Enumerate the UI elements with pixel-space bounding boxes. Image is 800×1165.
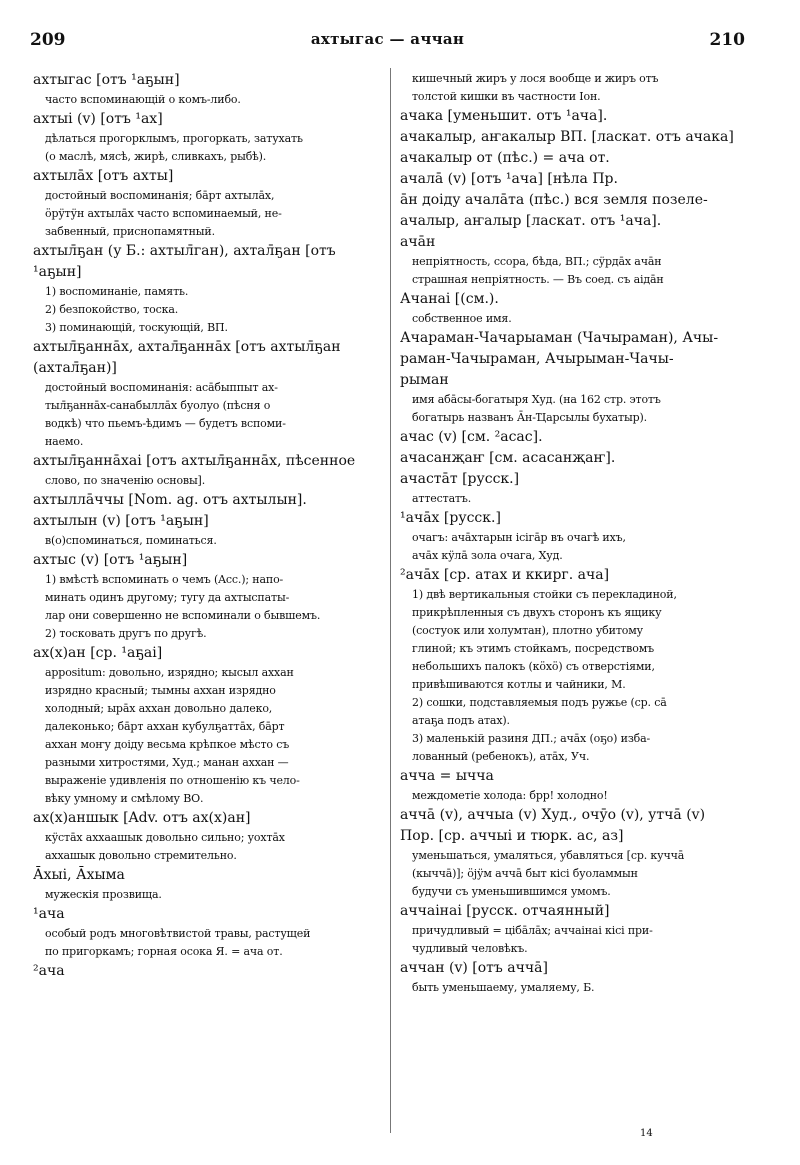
entry-headword-line: Пор. [ср. аччыі и тюрк. ас, аз] — [400, 828, 624, 844]
entry-headword-line: ахтыгас [отъ ¹аҕын] — [33, 72, 180, 88]
entry-definition-line: кишечный жиръ у лося вообще и жиръ отъ — [412, 72, 659, 85]
entry-headword-line: рыман — [400, 372, 449, 388]
entry-headword-line: ахтыі (v) [отъ ¹ах] — [33, 111, 163, 127]
entry-definition-line: лар они совершенно не вспоминали о бывшемъ. — [45, 609, 321, 622]
entry-definition-line: аттестатъ. — [412, 492, 472, 505]
entry-definition-line: ӧрӱтӱн ахтыла̄х часто вспоминаемый, не- — [45, 207, 282, 220]
entry-definition-line: страшная непріятность. — Въ соед. съ аіда̄н — [412, 273, 664, 286]
entry-headword-line: ачаста̄т [русск.] — [400, 471, 520, 487]
entry-headword-line: ¹аҕын] — [33, 264, 82, 280]
entry-headword-line: ачакалыр от (пѣс.) = ача от. — [400, 150, 610, 166]
entry-definition-line: 2) безпокойство, тоска. — [45, 303, 179, 316]
entry-definition-line: аххашык довольно стремительно. — [45, 849, 237, 862]
left-column — [33, 70, 383, 982]
entry-definition-line: собственное имя. — [412, 312, 512, 325]
entry-definition-line: 1) двѣ вертикальныя стойки съ перекладиной, — [412, 588, 677, 601]
entry-definition-line: толстой кишки въ частности Іон. — [412, 90, 601, 103]
entry-definition-line: вѣку умному и смѣлому ВО. — [45, 792, 204, 805]
entry-headword-line: ахтыл̄ҕанна̄х, ахтал̄ҕанна̄х [отъ ахтыл̄ҕан — [33, 339, 341, 355]
entry-headword-line: аччā (v), аччыа (v) Худ., очӯо (v), утча̄ (v) — [400, 807, 706, 823]
page-number-right: 210 — [709, 30, 745, 50]
entry-definition-line: изрядно красный; тымны аххан изрядно — [45, 684, 276, 697]
entry-definition-line: лованный (ребенокъ), ата̄х, Уч. — [412, 750, 590, 763]
entry-headword-line: ²ача — [33, 963, 65, 979]
entry-definition-line: выраженіе удивленія по отношенію къ чело- — [45, 774, 300, 787]
entry-headword-line: ачасанҗаҥ [см. асасанҗаҥ]. — [400, 450, 616, 466]
entry-definition-line: наемо. — [45, 435, 84, 448]
page-header — [30, 30, 745, 56]
right-column — [400, 70, 747, 997]
entry-definition-line: 2) тосковать другъ по другѣ. — [45, 627, 207, 640]
entry-headword-line: ачча = ычча — [400, 768, 494, 784]
entry-definition-line: прикрѣпленныя съ двухъ сторонъ къ ящику — [412, 606, 662, 619]
entry-definition-line: быть уменьшаему, умаляему, Б. — [412, 981, 595, 994]
entry-headword-line: ача̄н — [400, 234, 436, 250]
entry-headword-line: ачака [уменьшит. отъ ¹ача]. — [400, 108, 608, 124]
entry-definition-line: дѣлаться прогорклымъ, прогоркать, затухать — [45, 132, 303, 145]
entry-definition-line: богатырь названъ А̄н-Ҵарсылы бухатыр). — [412, 411, 647, 424]
entry-definition-line: аххан моҥу доіду весьма крѣпкое мѣсто съ — [45, 738, 290, 751]
entry-definition-line: небольшихъ палокъ (кӧхӧ) съ отверстіями, — [412, 660, 655, 673]
entry-headword-line: ¹ача̄х [русск.] — [400, 510, 501, 526]
entry-headword-line: ахтылын (v) [отъ ¹аҕын] — [33, 513, 209, 529]
entry-definition-line: непріятность, ссора, бѣда, ВП.; сӱрда̄х ача̄н — [412, 255, 662, 268]
entry-definition-line: уменьшаться, умаляться, убавляться [ср. куччā — [412, 849, 685, 862]
entry-headword-line: ачалыр, аҥалыр [ласкат. отъ ¹ача]. — [400, 213, 662, 229]
entry-headword-line: ах(х)ан [ср. ¹аҕаі] — [33, 645, 163, 661]
entry-headword-line: ачакалыр, аҥакалыр ВП. [ласкат. отъ ачака] — [400, 129, 734, 145]
entry-definition-line: (кычча̄)]; ӧјӱм аччā быт кісі буоламмын — [412, 867, 638, 880]
entry-definition-line: причудливый = ціба̄ла̄х; аччаінаі кісі при- — [412, 924, 653, 937]
entry-headword-line: ахтыс (v) [отъ ¹аҕын] — [33, 552, 188, 568]
entry-definition-line: будучи съ уменьшившимся умомъ. — [412, 885, 611, 898]
entry-definition-line: 1) вмѣстѣ вспоминать о чемъ (Acc.); напо- — [45, 573, 284, 586]
entry-definition-line: ача̄х кӱла̄ зола очага, Худ. — [412, 549, 563, 562]
entry-definition-line: холодный; ыра̄х аххан довольно далеко, — [45, 702, 273, 715]
entry-definition-line: appositum: довольно, изрядно; кысыл аххан — [45, 666, 294, 679]
entry-headword-line: ¹ача — [33, 906, 65, 922]
entry-definition-line: очагъ: ача̄хтарын ісіга̄р въ очагѣ ихъ, — [412, 531, 626, 544]
entry-definition-line: забвенный, приснопамятный. — [45, 225, 215, 238]
entry-definition-line: (о маслѣ, мясѣ, жирѣ, сливкахъ, рыбѣ). — [45, 150, 267, 163]
page-number-left: 209 — [30, 30, 66, 50]
entry-definition-line: 3) маленькій разиня ДП.; ача̄х (оҕо) изба- — [412, 732, 651, 745]
entry-definition-line: водкѣ) что пьемъ-ѣдимъ — будетъ вспоми- — [45, 417, 286, 430]
entry-headword-line: А̄хыі, А̄хыма — [33, 867, 125, 883]
entry-headword-line: раман-Чачыраман, Ачырыман-Чачы- — [400, 351, 674, 367]
entry-definition-line: особый родъ многовѣтвистой травы, растущей — [45, 927, 311, 940]
entry-definition-line: минать одинъ другому; тугу да ахтыспаты- — [45, 591, 290, 604]
entry-headword-line: ахтыл̄ҕан (у Б.: ахтыл̄ган), ахтал̄ҕан [отъ — [33, 243, 336, 259]
entry-headword-line: ахтыл̄ҕанна̄хаі [отъ ахтыл̄ҕанна̄х, пѣсенное — [33, 453, 356, 469]
entry-definition-line: имя аба̄сы-богатыря Худ. (на 162 стр. этотъ — [412, 393, 661, 406]
entry-headword-line: ачас (v) [см. ²асас]. — [400, 429, 543, 445]
entry-headword-line: аччан (v) [отъ аччā] — [400, 960, 548, 976]
entry-definition-line: достойный воспоминанія: аса̄быппыт ах- — [45, 381, 278, 394]
entry-definition-line: глиной; къ этимъ стойкамъ, посредствомъ — [412, 642, 654, 655]
entry-definition-line: чудливый человѣкъ. — [412, 942, 528, 955]
entry-definition-line: междометіе холода: брр! холодно! — [412, 789, 608, 802]
entry-headword-line: (ахтал̄ҕан)] — [33, 360, 117, 376]
entry-definition-line: в(о)споминаться, поминаться. — [45, 534, 217, 547]
signature-mark: 14 — [640, 1128, 653, 1139]
entry-definition-line: по пригоркамъ; горная осока Я. = ача от. — [45, 945, 283, 958]
column-divider — [390, 68, 391, 1133]
entry-definition-line: атаҕа подъ атах). — [412, 714, 510, 727]
entry-headword-line: Ачанаі [(см.). — [400, 291, 499, 307]
running-head: ахтыгас — аччан — [310, 30, 465, 48]
entry-headword-line: аччаінаі [русск. отчаянный] — [400, 903, 610, 919]
entry-definition-line: далеконько; ба̄рт аххан кубулҕатта̄х, ба̄рт — [45, 720, 285, 733]
entry-definition-line: (состуок или холумтан), плотно убитому — [412, 624, 643, 637]
entry-headword-line: ахтылла̄ччы [Nom. ag. отъ ахтылын]. — [33, 492, 307, 508]
entry-definition-line: тыл̄ҕанна̄х-санабылла̄х буолуо (пѣсня о — [45, 399, 271, 412]
entry-definition-line: 3) поминающій, тоскующій, ВП. — [45, 321, 228, 334]
entry-definition-line: мужескія прозвища. — [45, 888, 162, 901]
entry-definition-line: часто вспоминающій о комъ-либо. — [45, 93, 241, 106]
entry-definition-line: разными хитростями, Худ.; манан аххан — — [45, 756, 289, 769]
entry-headword-line: ах(х)аншык [Adv. отъ ах(х)ан] — [33, 810, 251, 826]
entry-headword-line: ачала̄ (v) [отъ ¹ача] [нѣла Пр. — [400, 171, 618, 187]
entry-definition-line: привѣшиваются котлы и чайники, М. — [412, 678, 626, 691]
entry-definition-line: достойный воспоминанія; ба̄рт ахтыла̄х, — [45, 189, 275, 202]
entry-headword-line: Ачараман-Чачарыаман (Чачыраман), Ачы- — [400, 330, 719, 346]
entry-headword-line: ахтыла̄х [отъ ахты] — [33, 168, 174, 184]
entry-headword-line: ²ача̄х [ср. атах и ккирг. ача] — [400, 567, 610, 583]
entry-definition-line: кӱста̄х аххаашык довольно сильно; уохта̄х — [45, 831, 285, 844]
entry-definition-line: 1) воспоминаніе, память. — [45, 285, 189, 298]
entry-headword-line: а̄н доіду ачала̄та (пѣс.) вся земля позеле- — [400, 192, 708, 208]
entry-definition-line: 2) сошки, подставляемыя подъ ружье (ср. са̄ — [412, 696, 667, 709]
entry-definition-line: слово, по значенію основы]. — [45, 474, 206, 487]
